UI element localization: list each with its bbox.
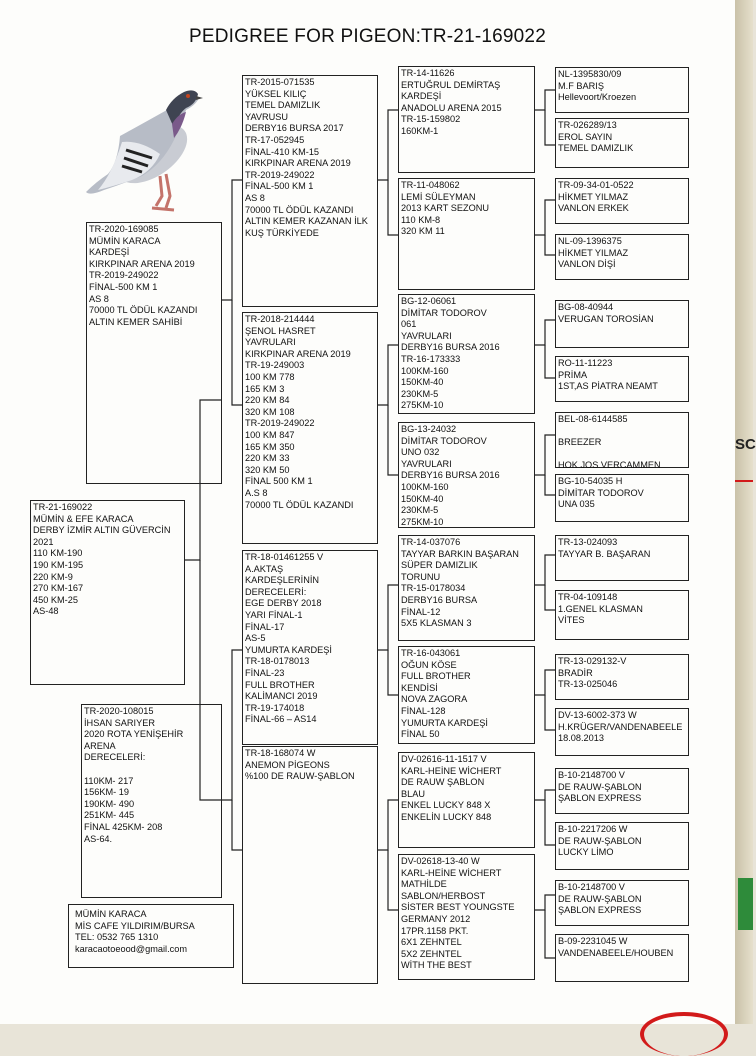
pedigree-line: İHSAN SARIYER xyxy=(84,717,155,728)
pedigree-line: 18.08.2013 xyxy=(558,733,604,744)
contact-address: MİS CAFE YILDIRIM/BURSA xyxy=(75,920,195,931)
pedigree-line: KIRKPINAR ARENA 2019 xyxy=(245,158,351,169)
grandsire-maternal-box xyxy=(242,550,378,745)
gen4-box-7 xyxy=(555,412,689,471)
background-edge xyxy=(735,0,753,1024)
pedigree-line: 165 KM 350 xyxy=(245,441,295,452)
pedigree-line: KARL-HEİNE WİCHERT xyxy=(401,765,502,776)
pedigree-line: TR-16-173333 xyxy=(401,353,461,364)
pedigree-line: SABLON/HERBOST xyxy=(401,890,486,901)
pedigree-line: TR-16-043061 xyxy=(401,648,461,658)
contact-box xyxy=(68,904,234,968)
pedigree-line: BLAU xyxy=(401,788,426,799)
pedigree-line: 70000 TL ÖDÜL KAZANDI xyxy=(245,204,354,215)
pedigree-line: TEMEL DAMIZLIK xyxy=(558,143,634,154)
pedigree-line: EROL SAYIN xyxy=(558,131,613,142)
pedigree-line: DE RAUW ŞABLON xyxy=(401,777,485,788)
pedigree-line: HOK JOS VERCAMMEN xyxy=(558,460,661,471)
pedigree-line: 150KM-40 xyxy=(401,493,444,504)
pedigree-line: AS 8 xyxy=(245,192,265,203)
gen3-box-2 xyxy=(398,178,535,290)
pedigree-line: TR-15-0178034 xyxy=(401,583,466,594)
pedigree-line: 110KM- 217 xyxy=(84,775,134,786)
pedigree-line: KENDİSİ xyxy=(401,682,438,693)
pedigree-line: TR-2020-108015 xyxy=(84,706,154,716)
contact-phone: TEL: 0532 765 1310 xyxy=(75,932,159,943)
pedigree-line: FİNAL 50 xyxy=(401,729,440,740)
pedigree-line: TR-18-168074 W xyxy=(245,748,316,758)
gen3-box-1 xyxy=(398,66,535,173)
pedigree-line: 220 KM 33 xyxy=(245,453,290,464)
pedigree-line: TR-2019-249022 xyxy=(245,418,315,429)
pedigree-line: %100 DE RAUW-ŞABLON xyxy=(245,771,355,782)
pedigree-line: HİKMET YILMAZ xyxy=(558,191,629,202)
pedigree-line: SÜPER DAMIZLIK xyxy=(401,560,478,571)
pedigree-line: FİNAL-500 KM 1 xyxy=(89,281,158,292)
pedigree-line: BG-10-54035 H xyxy=(558,476,623,486)
pedigree-line: TR-19-249003 xyxy=(245,360,305,371)
pedigree-line: 150KM-40 xyxy=(401,377,444,388)
pedigree-line: 270 KM-167 xyxy=(33,583,84,594)
pedigree-line: AS 8 xyxy=(89,293,109,304)
pedigree-line: TAYYAR BARKIN BAŞARAN xyxy=(401,548,519,559)
pedigree-line xyxy=(558,449,686,461)
pedigree-line: DERECELERİ: xyxy=(84,752,146,763)
pedigree-line: NL-1395830/09 xyxy=(558,69,622,79)
pedigree-line: TR-2018-214444 xyxy=(245,314,315,324)
gen3-box-3 xyxy=(398,294,535,414)
sire-box xyxy=(86,222,222,484)
pedigree-line: MATHİLDE xyxy=(401,879,447,890)
pedigree-line: 110 KM-190 xyxy=(33,548,83,559)
pedigree-line: VANDENABEELE/HOUBEN xyxy=(558,947,674,958)
pedigree-line: YAVRULARI xyxy=(245,337,296,348)
pedigree-line: B-10-2148700 V xyxy=(558,770,625,780)
pedigree-line: DV-02618-13-40 W xyxy=(401,856,480,866)
granddam-paternal-box xyxy=(242,312,378,544)
pedigree-line: DE RAUW-ŞABLON xyxy=(558,781,642,792)
pedigree-line: WİTH THE BEST xyxy=(401,960,472,971)
pedigree-line: KALİMANCI 2019 xyxy=(245,691,318,702)
pedigree-line: DE RAUW-ŞABLON xyxy=(558,893,642,904)
edge-red-line xyxy=(735,480,753,482)
pedigree-line: BEL-08-6144585 xyxy=(558,414,628,424)
contact-email: karacaotoeood@gmail.com xyxy=(75,943,187,954)
pedigree-line: TR-17-052945 xyxy=(245,134,305,145)
pedigree-line: ALTIN KEMER KAZANAN İLK xyxy=(245,216,368,227)
pedigree-line: 230KM-5 xyxy=(401,505,439,516)
granddam-maternal-box xyxy=(242,746,378,984)
edge-green-shape xyxy=(738,878,753,930)
pedigree-line: TORUNU xyxy=(401,571,441,582)
pedigree-line: FULL BROTHER xyxy=(245,679,315,690)
pedigree-line: DERECELERİ: xyxy=(245,586,307,597)
gen4-box-8 xyxy=(555,474,689,522)
pedigree-line: 5X2 ZEHNTEL xyxy=(401,948,462,959)
gen4-box-13 xyxy=(555,768,689,814)
pedigree-line: FİNAL 500 KM 1 xyxy=(245,476,313,487)
pedigree-line: FİNAL 425KM- 208 xyxy=(84,821,163,832)
pedigree-line: 2021 xyxy=(33,536,54,547)
pedigree-line: 230KM-5 xyxy=(401,388,439,399)
pedigree-line: 320 KM 11 xyxy=(401,226,445,237)
pedigree-line: TR-19-174018 xyxy=(245,702,305,713)
pedigree-line: FULL BROTHER xyxy=(401,671,471,682)
pedigree-line: BG-08-40944 xyxy=(558,302,614,312)
pedigree-line: TR-15-159802 xyxy=(401,114,461,125)
pedigree-line: YUMURTA KARDEŞİ xyxy=(245,644,332,655)
dam-box xyxy=(81,704,222,898)
pedigree-line: FİNAL-66 – AS14 xyxy=(245,714,317,725)
pedigree-line: 100KM-160 xyxy=(401,365,449,376)
pedigree-line: TR-026289/13 xyxy=(558,120,617,130)
page-title: PEDIGREE FOR PIGEON:TR-21-169022 xyxy=(189,26,546,47)
pedigree-line: NL-09-1396375 xyxy=(558,236,622,246)
contact-name: MÜMİN KARACA xyxy=(75,909,147,919)
pedigree-line: 100KM-160 xyxy=(401,481,449,492)
pedigree-line: TR-13-025046 xyxy=(558,679,618,690)
pedigree-line: UNO 032 xyxy=(401,447,440,458)
pedigree-line: A.AKTAŞ xyxy=(245,563,284,574)
pedigree-line: TR-13-029132-V xyxy=(558,656,627,666)
pedigree-line: BG-13-24032 xyxy=(401,424,457,434)
pedigree-line: KARDEŞİ xyxy=(89,247,130,258)
pedigree-line: KUŞ TÜRKİYEDE xyxy=(245,227,319,238)
pedigree-line: 251KM- 445 xyxy=(84,810,135,821)
pedigree-line: LUCKY LİMO xyxy=(558,847,614,858)
pedigree-line: ŞABLON EXPRESS xyxy=(558,793,642,804)
pedigree-line: 70000 TL ÖDÜL KAZANDI xyxy=(245,499,354,510)
pedigree-line: 1ST,AS PİATRA NEAMT xyxy=(558,381,658,392)
pedigree-line: 220 KM-9 xyxy=(33,571,73,582)
pedigree-line: ŞABLON EXPRESS xyxy=(558,905,642,916)
gen4-box-10 xyxy=(555,590,689,640)
pedigree-line: DİMİTAR TODOROV xyxy=(401,307,487,318)
grandsire-paternal-box xyxy=(242,75,378,307)
pedigree-line: B-10-2148700 V xyxy=(558,882,625,892)
pedigree-line: ANADOLU ARENA 2015 xyxy=(401,102,502,113)
pedigree-line: FİNAL-17 xyxy=(245,621,285,632)
edge-text: SC xyxy=(735,436,756,453)
pedigree-line: EGE DERBY 2018 xyxy=(245,598,322,609)
pedigree-line: TR-14-11626 xyxy=(401,68,455,78)
pedigree-line: MÜMİN KARACA xyxy=(89,235,161,246)
pedigree-line: 190 KM-195 xyxy=(33,559,84,570)
pedigree-line: BREEZER xyxy=(558,437,602,448)
pedigree-line: DERBY İZMİR ALTIN GÜVERCİN xyxy=(33,525,171,536)
pedigree-line: KIRKPINAR ARENA 2019 xyxy=(89,258,195,269)
pedigree-line: PRİMA xyxy=(558,369,588,380)
pedigree-line: VANLON ERKEK xyxy=(558,203,629,214)
gen4-box-2 xyxy=(555,118,689,168)
pedigree-line: YARI FİNAL-1 xyxy=(245,609,303,620)
pedigree-line xyxy=(84,764,219,776)
pedigree-line: DV-13-6002-373 W xyxy=(558,710,637,720)
gen3-box-7 xyxy=(398,752,535,848)
pedigree-line: YUMURTA KARDEŞİ xyxy=(401,717,488,728)
gen4-box-6 xyxy=(555,356,689,402)
pedigree-line: TR-18-01461255 V xyxy=(245,552,324,562)
pedigree-line: LEMİ SÜLEYMAN xyxy=(401,191,476,202)
pedigree-line: KARDEŞİ xyxy=(401,91,442,102)
subject-pigeon-box xyxy=(30,500,185,685)
pedigree-line: DE RAUW-ŞABLON xyxy=(558,835,642,846)
pedigree-line: KIRKPINAR ARENA 2019 xyxy=(245,348,351,359)
pedigree-line: FİNAL-12 xyxy=(401,606,441,617)
pedigree-line: YAVRULARI xyxy=(401,330,452,341)
pedigree-line: 100 KM 778 xyxy=(245,371,295,382)
pedigree-line: M.F BARIŞ xyxy=(558,80,604,91)
pedigree-line: TR-2020-169085 xyxy=(89,224,159,234)
pedigree-line: TR-2015-071535 xyxy=(245,77,315,87)
pedigree-line: TR-2019-249022 xyxy=(245,169,315,180)
pedigree-line: B-10-2217206 W xyxy=(558,824,628,834)
gen4-box-1 xyxy=(555,67,689,113)
pedigree-line: ALTIN KEMER SAHİBİ xyxy=(89,316,183,327)
pedigree-line: 2013 KART SEZONU xyxy=(401,203,489,214)
gen3-box-8 xyxy=(398,854,535,980)
pedigree-line: ENKELİN LUCKY 848 xyxy=(401,811,492,822)
pedigree-line: TEMEL DAMIZLIK xyxy=(245,100,321,111)
pedigree-line: 320 KM 50 xyxy=(245,464,290,475)
pedigree-line: B-09-2231045 W xyxy=(558,936,628,946)
pedigree-line: 70000 TL ÖDÜL KAZANDI xyxy=(89,305,198,316)
pedigree-line: 5X5 KLASMAN 3 xyxy=(401,618,472,629)
pedigree-line xyxy=(558,426,686,438)
pedigree-line: AS-48 xyxy=(33,606,59,617)
pedigree-line: 450 KM-25 xyxy=(33,594,78,605)
pedigree-line: 061 xyxy=(401,319,417,330)
pedigree-line: KARDEŞLERİNİN xyxy=(245,575,320,586)
pedigree-line: FİNAL-410 KM-15 xyxy=(245,146,320,157)
pedigree-line: 160KM-1 xyxy=(401,125,439,136)
gen4-box-5 xyxy=(555,300,689,348)
gen4-box-16 xyxy=(555,934,689,982)
pedigree-line: YAVRULARI xyxy=(401,458,452,469)
pedigree-line: VERUGAN TOROSİAN xyxy=(558,313,654,324)
pedigree-line: TR-13-024093 xyxy=(558,537,618,547)
pedigree-line: UNA 035 xyxy=(558,499,595,510)
pedigree-line: 275KM-10 xyxy=(401,400,444,411)
gen3-box-5 xyxy=(398,535,535,641)
pedigree-line: TR-18-0178013 xyxy=(245,656,310,667)
pedigree-line: TR-21-169022 xyxy=(33,502,93,512)
pedigree-line: BG-12-06061 xyxy=(401,296,457,306)
pedigree-line: RO-11-11223 xyxy=(558,358,613,368)
pedigree-line: VANLON DİŞİ xyxy=(558,259,616,270)
pedigree-line: 100 KM 847 xyxy=(245,429,295,440)
pedigree-line: OĞUN KÖSE xyxy=(401,659,457,670)
gen4-box-11 xyxy=(555,654,689,700)
gen4-box-14 xyxy=(555,822,689,870)
pedigree-line: AS-5 xyxy=(245,633,266,644)
gen4-box-9 xyxy=(555,535,689,581)
gen3-box-4 xyxy=(398,422,535,528)
gen4-box-3 xyxy=(555,178,689,224)
pedigree-line: 165 KM 3 xyxy=(245,383,285,394)
pedigree-line: 190KM- 490 xyxy=(84,798,135,809)
pedigree-line: ŞENOL HASRET xyxy=(245,325,316,336)
gen3-box-6 xyxy=(398,646,535,744)
pedigree-line: 2020 ROTA YENİŞEHİR xyxy=(84,729,184,740)
pedigree-line: ARENA xyxy=(84,740,116,751)
pedigree-line: TR-2019-249022 xyxy=(89,270,159,281)
pedigree-line: 1.GENEL KLASMAN xyxy=(558,603,643,614)
pedigree-line: DERBY16 BURSA 2016 xyxy=(401,470,500,481)
pedigree-line: DV-02616-11-1517 V xyxy=(401,754,487,764)
pedigree-line: SİSTER BEST YOUNGSTE xyxy=(401,902,515,913)
pedigree-line: DİMİTAR TODOROV xyxy=(401,435,487,446)
pedigree-line: HİKMET YILMAZ xyxy=(558,247,629,258)
pedigree-line: 17PR.1158 PKT. xyxy=(401,925,469,936)
pedigree-line: FİNAL-128 xyxy=(401,705,446,716)
pedigree-line: TR-04-109148 xyxy=(558,592,618,602)
gen4-box-12 xyxy=(555,708,689,756)
pedigree-line: DERBY16 BURSA 2016 xyxy=(401,342,500,353)
pedigree-line: ERTUĞRUL DEMİRTAŞ xyxy=(401,79,501,90)
pedigree-line: 110 KM-8 xyxy=(401,214,441,225)
pedigree-line: ENKEL LUCKY 848 X xyxy=(401,800,491,811)
pedigree-line: TR-09-34-01-0522 xyxy=(558,180,634,190)
pedigree-line: DERBY16 BURSA 2017 xyxy=(245,123,344,134)
pedigree-line: BRADİR xyxy=(558,667,593,678)
pedigree-line: YÜKSEL KILIÇ xyxy=(245,88,307,99)
gen4-box-4 xyxy=(555,234,689,280)
pedigree-line: AS-64. xyxy=(84,833,113,844)
pedigree-line: DİMİTAR TODOROV xyxy=(558,487,644,498)
pedigree-line: TR-14-037076 xyxy=(401,537,461,547)
pedigree-line: Hellevoort/Kroezen xyxy=(558,92,637,103)
pedigree-line: 275KM-10 xyxy=(401,516,444,527)
pedigree-line: TR-11-048062 xyxy=(401,180,460,190)
pedigree-line: FİNAL-500 KM 1 xyxy=(245,181,314,192)
pedigree-line: NOVA ZAGORA xyxy=(401,694,468,705)
pedigree-line: A.S 8 xyxy=(245,487,268,498)
pedigree-line: ANEMON PİGEONS xyxy=(245,759,330,770)
pedigree-line: DERBY16 BURSA xyxy=(401,594,478,605)
pedigree-line: KARL-HEİNE WİCHERT xyxy=(401,867,502,878)
pedigree-line: 156KM- 19 xyxy=(84,787,129,798)
pedigree-line: MÜMİN & EFE KARACA xyxy=(33,513,134,524)
pedigree-line: 6X1 ZEHNTEL xyxy=(401,937,462,948)
pedigree-line: YAVRUSU xyxy=(245,111,289,122)
pedigree-line: GERMANY 2012 xyxy=(401,913,471,924)
gen4-box-15 xyxy=(555,880,689,926)
pedigree-line: 320 KM 108 xyxy=(245,406,295,417)
pedigree-line: FİNAL-23 xyxy=(245,667,285,678)
pedigree-line: H.KRÜGER/VANDENABEELE xyxy=(558,721,683,732)
pedigree-line: 220 KM 84 xyxy=(245,395,290,406)
pedigree-line: TAYYAR B. BAŞARAN xyxy=(558,548,651,559)
pedigree-line: VİTES xyxy=(558,615,585,626)
